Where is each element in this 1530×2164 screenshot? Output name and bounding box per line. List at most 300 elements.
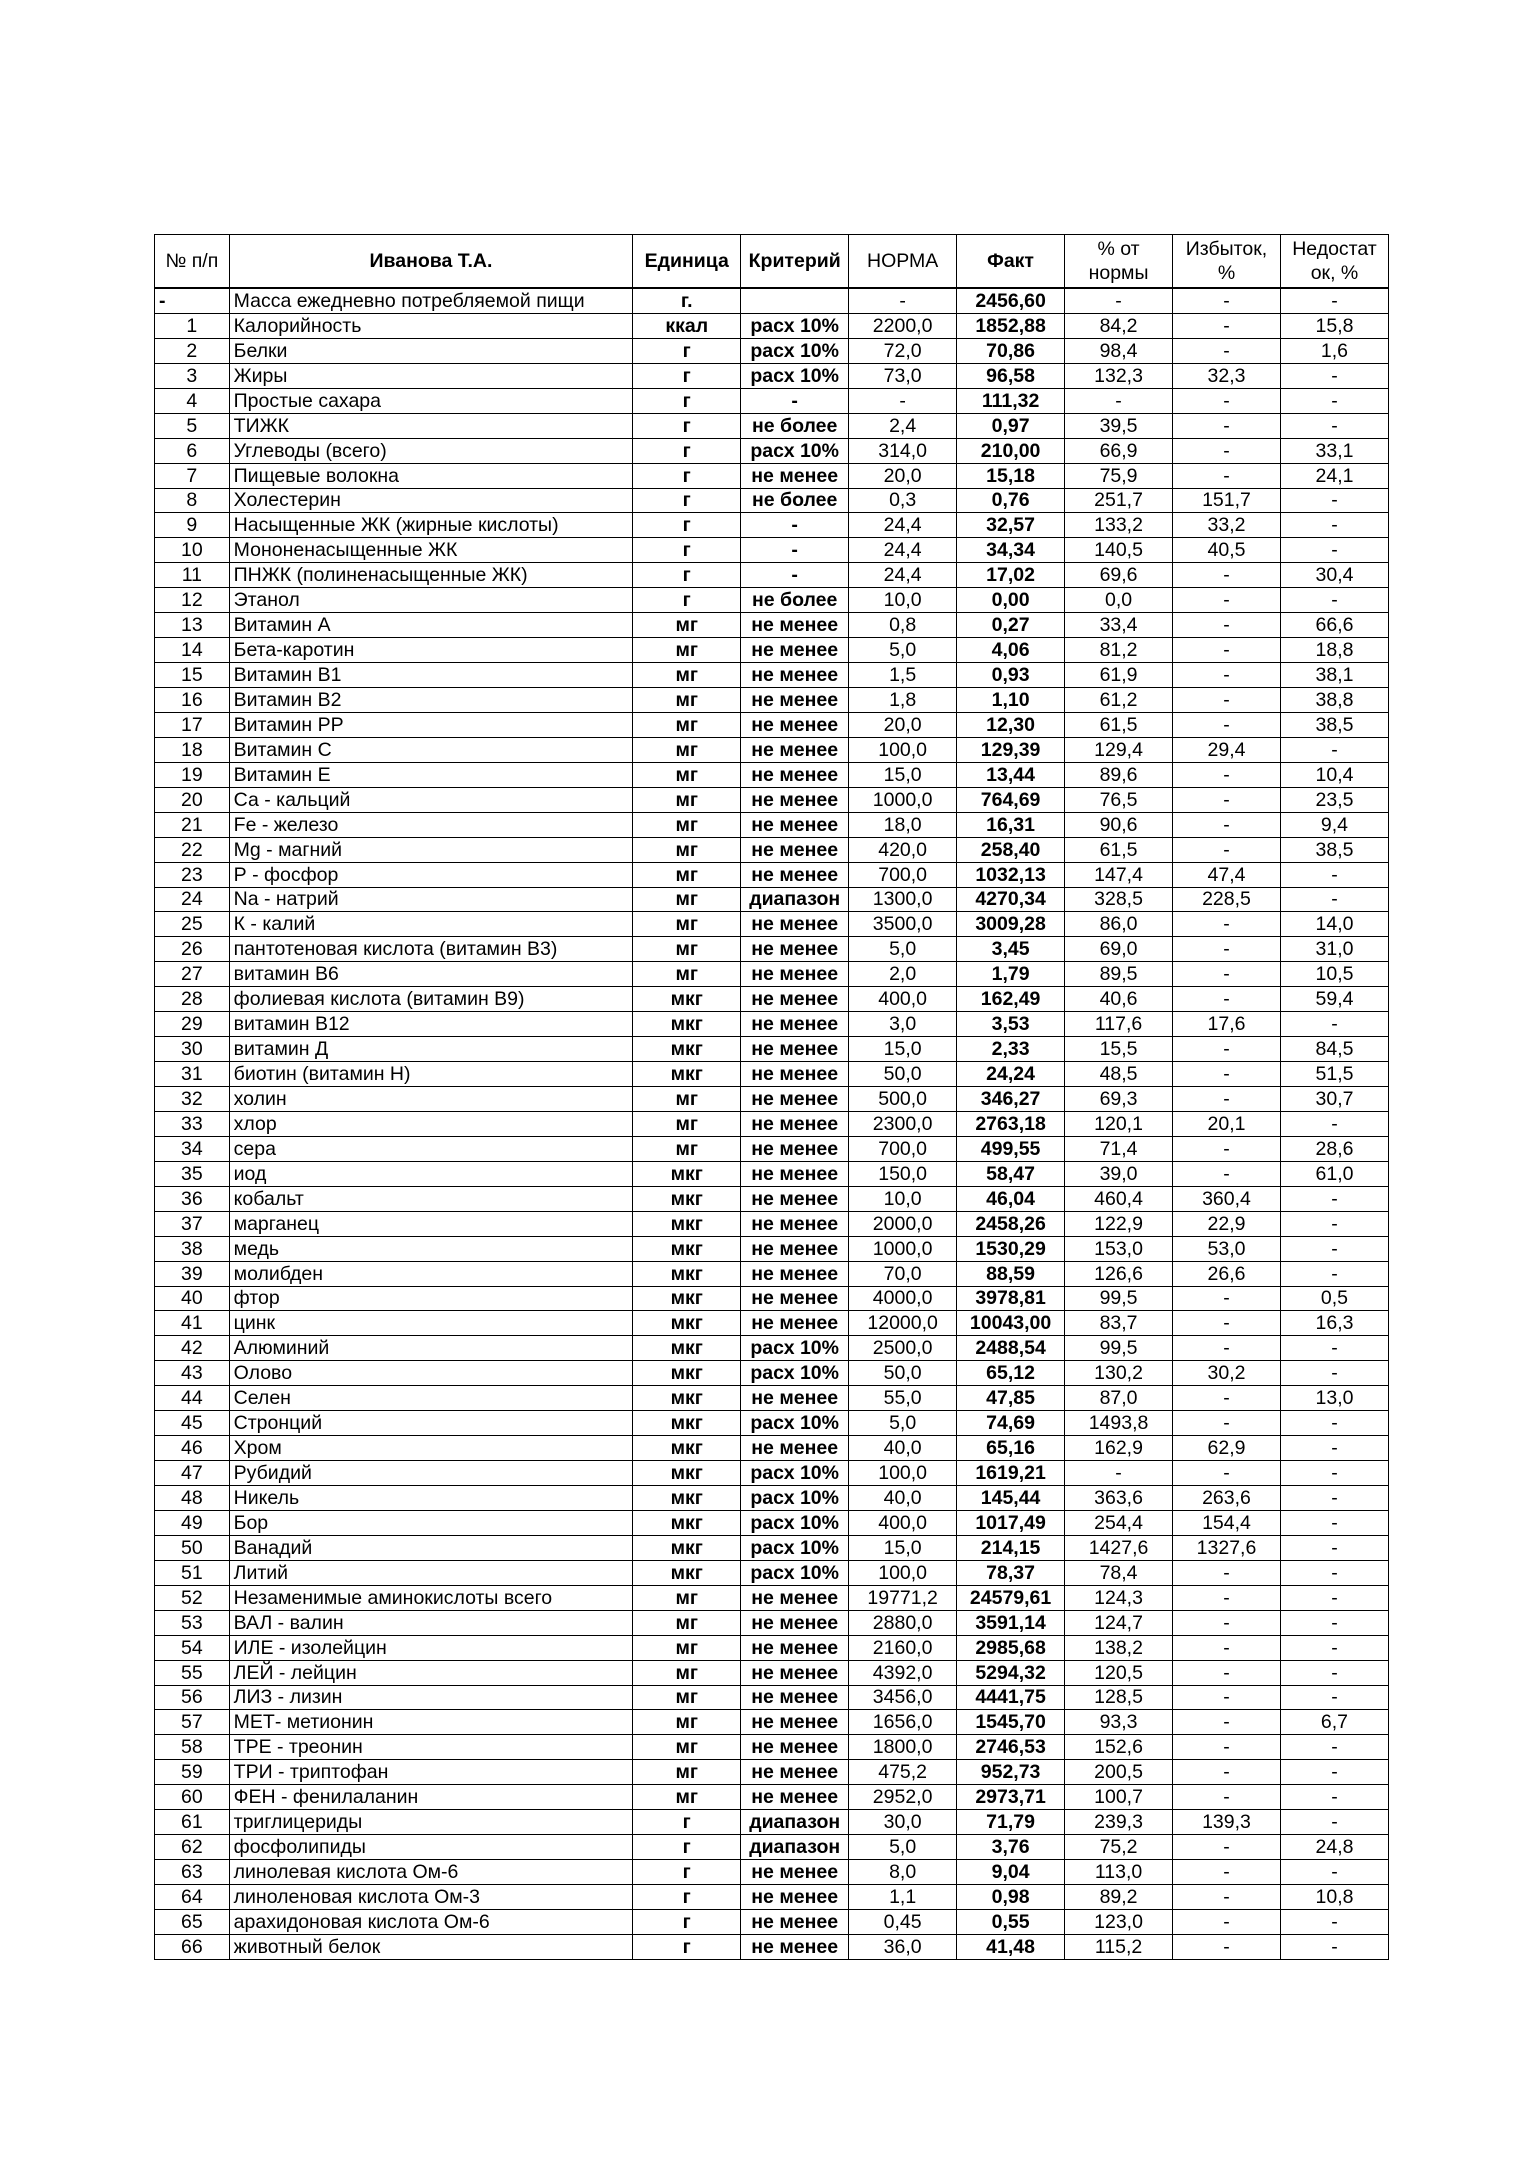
cell-unit: ккал (633, 313, 741, 338)
cell-deficit: - (1280, 1111, 1388, 1136)
cell-name: фтор (229, 1286, 633, 1311)
table-row (155, 737, 1389, 762)
table-row (155, 588, 1389, 613)
cell-fact: 0,00 (957, 588, 1065, 613)
cell-norm: 1,8 (849, 688, 957, 713)
cell-fact: 1017,49 (957, 1510, 1065, 1535)
cell-fact: 0,55 (957, 1909, 1065, 1934)
cell-excess: 263,6 (1173, 1486, 1281, 1511)
cell-deficit: 1,6 (1280, 338, 1388, 363)
cell-fact: 1,79 (957, 962, 1065, 987)
cell-excess: 26,6 (1173, 1261, 1281, 1286)
cell-name: Ванадий (229, 1535, 633, 1560)
cell-excess: 30,2 (1173, 1361, 1281, 1386)
cell-pct: 130,2 (1065, 1361, 1173, 1386)
cell-name: биотин (витамин Н) (229, 1062, 633, 1087)
cell-num: 40 (155, 1286, 230, 1311)
cell-criterion: расх 10% (741, 1461, 849, 1486)
cell-num: 52 (155, 1585, 230, 1610)
cell-excess: - (1173, 1411, 1281, 1436)
cell-pct: 162,9 (1065, 1436, 1173, 1461)
cell-fact: 1852,88 (957, 313, 1065, 338)
cell-excess: 29,4 (1173, 737, 1281, 762)
table-row (155, 1111, 1389, 1136)
cell-criterion: не менее (741, 1585, 849, 1610)
cell-name: витамин В12 (229, 1012, 633, 1037)
cell-norm: 5,0 (849, 937, 957, 962)
cell-num: 43 (155, 1361, 230, 1386)
cell-fact: 41,48 (957, 1934, 1065, 1959)
cell-norm: 1000,0 (849, 787, 957, 812)
cell-norm: 10,0 (849, 1186, 957, 1211)
cell-norm: 500,0 (849, 1087, 957, 1112)
cell-deficit: - (1280, 388, 1388, 413)
cell-excess: 62,9 (1173, 1436, 1281, 1461)
cell-name: Углеводы (всего) (229, 438, 633, 463)
cell-unit: мкг (633, 1062, 741, 1087)
cell-pct: - (1065, 1461, 1173, 1486)
cell-deficit: 24,1 (1280, 463, 1388, 488)
table-row (155, 638, 1389, 663)
cell-criterion: расх 10% (741, 438, 849, 463)
cell-unit: г (633, 438, 741, 463)
cell-excess: 40,5 (1173, 538, 1281, 563)
cell-pct: 84,2 (1065, 313, 1173, 338)
cell-pct: 153,0 (1065, 1236, 1173, 1261)
table-row (155, 1810, 1389, 1835)
cell-num: 12 (155, 588, 230, 613)
cell-fact: 15,18 (957, 463, 1065, 488)
cell-excess: - (1173, 1461, 1281, 1486)
cell-criterion: не менее (741, 712, 849, 737)
cell-num: 19 (155, 762, 230, 787)
cell-pct: 81,2 (1065, 638, 1173, 663)
cell-fact: 1530,29 (957, 1236, 1065, 1261)
cell-criterion: расх 10% (741, 338, 849, 363)
cell-name: Mg - магний (229, 837, 633, 862)
cell-num: 53 (155, 1610, 230, 1635)
cell-fact: 10043,00 (957, 1311, 1065, 1336)
cell-criterion: не менее (741, 1934, 849, 1959)
cell-unit: мг (633, 688, 741, 713)
cell-pct: 69,3 (1065, 1087, 1173, 1112)
cell-name: Жиры (229, 363, 633, 388)
cell-name: молибден (229, 1261, 633, 1286)
cell-norm: 100,0 (849, 1560, 957, 1585)
cell-num: - (155, 288, 230, 313)
cell-unit: мг (633, 962, 741, 987)
cell-num: 38 (155, 1236, 230, 1261)
cell-norm: 18,0 (849, 812, 957, 837)
cell-fact: 764,69 (957, 787, 1065, 812)
cell-deficit: 13,0 (1280, 1386, 1388, 1411)
cell-deficit: 38,5 (1280, 712, 1388, 737)
cell-name: Витамин РР (229, 712, 633, 737)
table-row (155, 1885, 1389, 1910)
cell-fact: 258,40 (957, 837, 1065, 862)
table-row (155, 563, 1389, 588)
table-row (155, 987, 1389, 1012)
cell-pct: 69,0 (1065, 937, 1173, 962)
table-row (155, 887, 1389, 912)
table-row (155, 1087, 1389, 1112)
cell-pct: 89,5 (1065, 962, 1173, 987)
cell-criterion: не менее (741, 1885, 849, 1910)
table-row (155, 1386, 1389, 1411)
cell-unit: мг (633, 737, 741, 762)
cell-unit: г (633, 1934, 741, 1959)
table-row (155, 1261, 1389, 1286)
cell-fact: 346,27 (957, 1087, 1065, 1112)
cell-name: Na - натрий (229, 887, 633, 912)
cell-deficit: 14,0 (1280, 912, 1388, 937)
cell-unit: мкг (633, 1436, 741, 1461)
cell-deficit: 59,4 (1280, 987, 1388, 1012)
cell-name: фолиевая кислота (витамин В9) (229, 987, 633, 1012)
cell-pct: 328,5 (1065, 887, 1173, 912)
cell-criterion: не менее (741, 463, 849, 488)
cell-name: Fe - железо (229, 812, 633, 837)
cell-num: 49 (155, 1510, 230, 1535)
cell-norm: 400,0 (849, 1510, 957, 1535)
cell-pct: 128,5 (1065, 1685, 1173, 1710)
table-row (155, 1037, 1389, 1062)
cell-name: Литий (229, 1560, 633, 1585)
cell-norm: 36,0 (849, 1934, 957, 1959)
cell-deficit: - (1280, 1660, 1388, 1685)
cell-excess: - (1173, 588, 1281, 613)
table-row (155, 1635, 1389, 1660)
cell-fact: 3009,28 (957, 912, 1065, 937)
cell-criterion: не менее (741, 1735, 849, 1760)
cell-deficit: - (1280, 1361, 1388, 1386)
cell-num: 51 (155, 1560, 230, 1585)
cell-norm: 5,0 (849, 1411, 957, 1436)
cell-excess: - (1173, 1037, 1281, 1062)
cell-deficit: - (1280, 737, 1388, 762)
cell-pct: 126,6 (1065, 1261, 1173, 1286)
cell-fact: 0,98 (957, 1885, 1065, 1910)
cell-deficit: 33,1 (1280, 438, 1388, 463)
cell-norm: 8,0 (849, 1860, 957, 1885)
cell-unit: мг (633, 1136, 741, 1161)
cell-pct: 15,5 (1065, 1037, 1173, 1062)
cell-unit: мкг (633, 1361, 741, 1386)
cell-unit: мг (633, 812, 741, 837)
cell-deficit: 28,6 (1280, 1136, 1388, 1161)
cell-deficit: - (1280, 1735, 1388, 1760)
table-row (155, 912, 1389, 937)
cell-unit: г (633, 338, 741, 363)
table-row (155, 1560, 1389, 1585)
cell-norm: 55,0 (849, 1386, 957, 1411)
table-row (155, 338, 1389, 363)
cell-fact: 58,47 (957, 1161, 1065, 1186)
cell-name: Витамин С (229, 737, 633, 762)
table-row (155, 1710, 1389, 1735)
cell-excess: - (1173, 1136, 1281, 1161)
header-fact: Факт (957, 235, 1065, 289)
cell-name: Холестерин (229, 488, 633, 513)
cell-unit: мг (633, 1660, 741, 1685)
cell-excess: - (1173, 962, 1281, 987)
cell-excess: - (1173, 1386, 1281, 1411)
cell-excess: 47,4 (1173, 862, 1281, 887)
cell-num: 17 (155, 712, 230, 737)
cell-unit: г (633, 1909, 741, 1934)
cell-unit: мкг (633, 1386, 741, 1411)
cell-pct: 363,6 (1065, 1486, 1173, 1511)
cell-fact: 2488,54 (957, 1336, 1065, 1361)
cell-deficit: 61,0 (1280, 1161, 1388, 1186)
cell-deficit: - (1280, 288, 1388, 313)
cell-name: Алюминий (229, 1336, 633, 1361)
cell-name: Витамин А (229, 613, 633, 638)
cell-excess: - (1173, 912, 1281, 937)
table-row (155, 613, 1389, 638)
cell-num: 41 (155, 1311, 230, 1336)
cell-fact: 96,58 (957, 363, 1065, 388)
cell-num: 5 (155, 413, 230, 438)
cell-num: 66 (155, 1934, 230, 1959)
cell-criterion: диапазон (741, 887, 849, 912)
cell-criterion: расх 10% (741, 1411, 849, 1436)
cell-unit: г. (633, 288, 741, 313)
cell-name: Незаменимые аминокислоты всего (229, 1585, 633, 1610)
cell-deficit: - (1280, 1186, 1388, 1211)
cell-norm: 10,0 (849, 588, 957, 613)
cell-name: Насыщенные ЖК (жирные кислоты) (229, 513, 633, 538)
cell-criterion: не менее (741, 1111, 849, 1136)
cell-deficit: 51,5 (1280, 1062, 1388, 1087)
table-row (155, 438, 1389, 463)
cell-unit: г (633, 463, 741, 488)
table-row (155, 1909, 1389, 1934)
cell-num: 21 (155, 812, 230, 837)
cell-deficit: 6,7 (1280, 1710, 1388, 1735)
table-body (155, 288, 1389, 1959)
cell-fact: 129,39 (957, 737, 1065, 762)
cell-unit: мг (633, 638, 741, 663)
cell-num: 1 (155, 313, 230, 338)
cell-num: 2 (155, 338, 230, 363)
cell-unit: мг (633, 787, 741, 812)
table-row (155, 1211, 1389, 1236)
cell-norm: 5,0 (849, 1835, 957, 1860)
table-row (155, 1161, 1389, 1186)
cell-fact: 1,10 (957, 688, 1065, 713)
cell-excess: - (1173, 463, 1281, 488)
cell-norm: 40,0 (849, 1486, 957, 1511)
table-row (155, 1361, 1389, 1386)
cell-fact: 70,86 (957, 338, 1065, 363)
cell-pct: 71,4 (1065, 1136, 1173, 1161)
cell-deficit: - (1280, 1535, 1388, 1560)
cell-excess: - (1173, 1934, 1281, 1959)
cell-num: 36 (155, 1186, 230, 1211)
cell-deficit: 23,5 (1280, 787, 1388, 812)
cell-criterion: не менее (741, 1087, 849, 1112)
cell-excess: - (1173, 1685, 1281, 1710)
cell-excess: - (1173, 688, 1281, 713)
cell-deficit: - (1280, 1610, 1388, 1635)
cell-deficit: - (1280, 1760, 1388, 1785)
table-row (155, 1585, 1389, 1610)
cell-num: 25 (155, 912, 230, 937)
cell-unit: г (633, 513, 741, 538)
table-row (155, 363, 1389, 388)
table-row (155, 1411, 1389, 1436)
cell-deficit: - (1280, 413, 1388, 438)
cell-criterion: не менее (741, 1161, 849, 1186)
cell-unit: мкг (633, 1510, 741, 1535)
cell-norm: - (849, 388, 957, 413)
header-norm: НОРМА (849, 235, 957, 289)
cell-num: 64 (155, 1885, 230, 1910)
table-row (155, 1535, 1389, 1560)
cell-criterion: не более (741, 588, 849, 613)
cell-unit: мг (633, 1585, 741, 1610)
cell-excess: 17,6 (1173, 1012, 1281, 1037)
cell-excess: - (1173, 1710, 1281, 1735)
cell-fact: 24579,61 (957, 1585, 1065, 1610)
cell-deficit: - (1280, 1486, 1388, 1511)
table-row (155, 513, 1389, 538)
cell-name: ТИЖК (229, 413, 633, 438)
cell-unit: г (633, 1885, 741, 1910)
cell-deficit: - (1280, 1810, 1388, 1835)
cell-pct: 200,5 (1065, 1760, 1173, 1785)
cell-unit: мг (633, 663, 741, 688)
cell-unit: г (633, 563, 741, 588)
cell-criterion: не менее (741, 1710, 849, 1735)
cell-num: 31 (155, 1062, 230, 1087)
cell-norm: 15,0 (849, 1037, 957, 1062)
table-row (155, 413, 1389, 438)
cell-unit: мкг (633, 1535, 741, 1560)
cell-deficit: - (1280, 1236, 1388, 1261)
cell-unit: мг (633, 1710, 741, 1735)
cell-deficit: 31,0 (1280, 937, 1388, 962)
cell-unit: мкг (633, 1461, 741, 1486)
cell-excess: - (1173, 1785, 1281, 1810)
cell-pct: 89,6 (1065, 762, 1173, 787)
table-row (155, 1735, 1389, 1760)
cell-name: витамин Д (229, 1037, 633, 1062)
cell-criterion: не менее (741, 1909, 849, 1934)
table-row (155, 762, 1389, 787)
cell-pct: 251,7 (1065, 488, 1173, 513)
cell-criterion: расх 10% (741, 1510, 849, 1535)
cell-name: Бета-каротин (229, 638, 633, 663)
cell-norm: 1656,0 (849, 1710, 957, 1735)
cell-criterion: не менее (741, 962, 849, 987)
cell-fact: 2456,60 (957, 288, 1065, 313)
cell-fact: 9,04 (957, 1860, 1065, 1885)
cell-criterion: не менее (741, 1436, 849, 1461)
cell-name: Калорийность (229, 313, 633, 338)
cell-unit: мкг (633, 1236, 741, 1261)
cell-num: 60 (155, 1785, 230, 1810)
table-row (155, 1436, 1389, 1461)
cell-excess: 360,4 (1173, 1186, 1281, 1211)
cell-deficit: - (1280, 1860, 1388, 1885)
cell-deficit: 66,6 (1280, 613, 1388, 638)
table-row (155, 1311, 1389, 1336)
cell-name: медь (229, 1236, 633, 1261)
cell-name: Витамин В1 (229, 663, 633, 688)
table-row (155, 1486, 1389, 1511)
cell-criterion: не менее (741, 1012, 849, 1037)
cell-fact: 47,85 (957, 1386, 1065, 1411)
cell-fact: 17,02 (957, 563, 1065, 588)
cell-criterion: расх 10% (741, 1361, 849, 1386)
cell-fact: 78,37 (957, 1560, 1065, 1585)
cell-name: ФЕН - фенилаланин (229, 1785, 633, 1810)
cell-criterion: не менее (741, 1386, 849, 1411)
cell-fact: 952,73 (957, 1760, 1065, 1785)
cell-unit: мкг (633, 1486, 741, 1511)
cell-deficit: 10,4 (1280, 762, 1388, 787)
cell-unit: мкг (633, 1336, 741, 1361)
cell-excess: - (1173, 313, 1281, 338)
cell-unit: мг (633, 762, 741, 787)
cell-norm: 2880,0 (849, 1610, 957, 1635)
cell-fact: 0,97 (957, 413, 1065, 438)
cell-criterion: не менее (741, 1186, 849, 1211)
table-row (155, 1610, 1389, 1635)
cell-pct: 99,5 (1065, 1286, 1173, 1311)
cell-num: 47 (155, 1461, 230, 1486)
cell-unit: мкг (633, 1411, 741, 1436)
cell-pct: 1427,6 (1065, 1535, 1173, 1560)
cell-criterion: не менее (741, 787, 849, 812)
cell-pct: 122,9 (1065, 1211, 1173, 1236)
cell-deficit: 16,3 (1280, 1311, 1388, 1336)
cell-excess: - (1173, 288, 1281, 313)
cell-excess: - (1173, 338, 1281, 363)
cell-pct: 61,5 (1065, 837, 1173, 862)
cell-name: фосфолипиды (229, 1835, 633, 1860)
cell-criterion: не менее (741, 1037, 849, 1062)
cell-criterion: не менее (741, 837, 849, 862)
cell-excess: 1327,6 (1173, 1535, 1281, 1560)
cell-excess: - (1173, 1336, 1281, 1361)
cell-fact: 34,34 (957, 538, 1065, 563)
cell-deficit: - (1280, 1436, 1388, 1461)
table-row (155, 812, 1389, 837)
table-row (155, 688, 1389, 713)
cell-name: Пищевые волокна (229, 463, 633, 488)
cell-fact: 88,59 (957, 1261, 1065, 1286)
cell-unit: г (633, 1860, 741, 1885)
cell-deficit: - (1280, 1461, 1388, 1486)
cell-fact: 13,44 (957, 762, 1065, 787)
cell-name: кобальт (229, 1186, 633, 1211)
cell-excess: - (1173, 1286, 1281, 1311)
cell-fact: 2,33 (957, 1037, 1065, 1062)
cell-criterion: не менее (741, 1311, 849, 1336)
cell-norm: 19771,2 (849, 1585, 957, 1610)
cell-fact: 2458,26 (957, 1211, 1065, 1236)
cell-unit: г (633, 363, 741, 388)
cell-excess: - (1173, 438, 1281, 463)
cell-deficit: - (1280, 538, 1388, 563)
cell-excess: 151,7 (1173, 488, 1281, 513)
cell-unit: мг (633, 1610, 741, 1635)
cell-excess: - (1173, 1610, 1281, 1635)
cell-num: 62 (155, 1835, 230, 1860)
